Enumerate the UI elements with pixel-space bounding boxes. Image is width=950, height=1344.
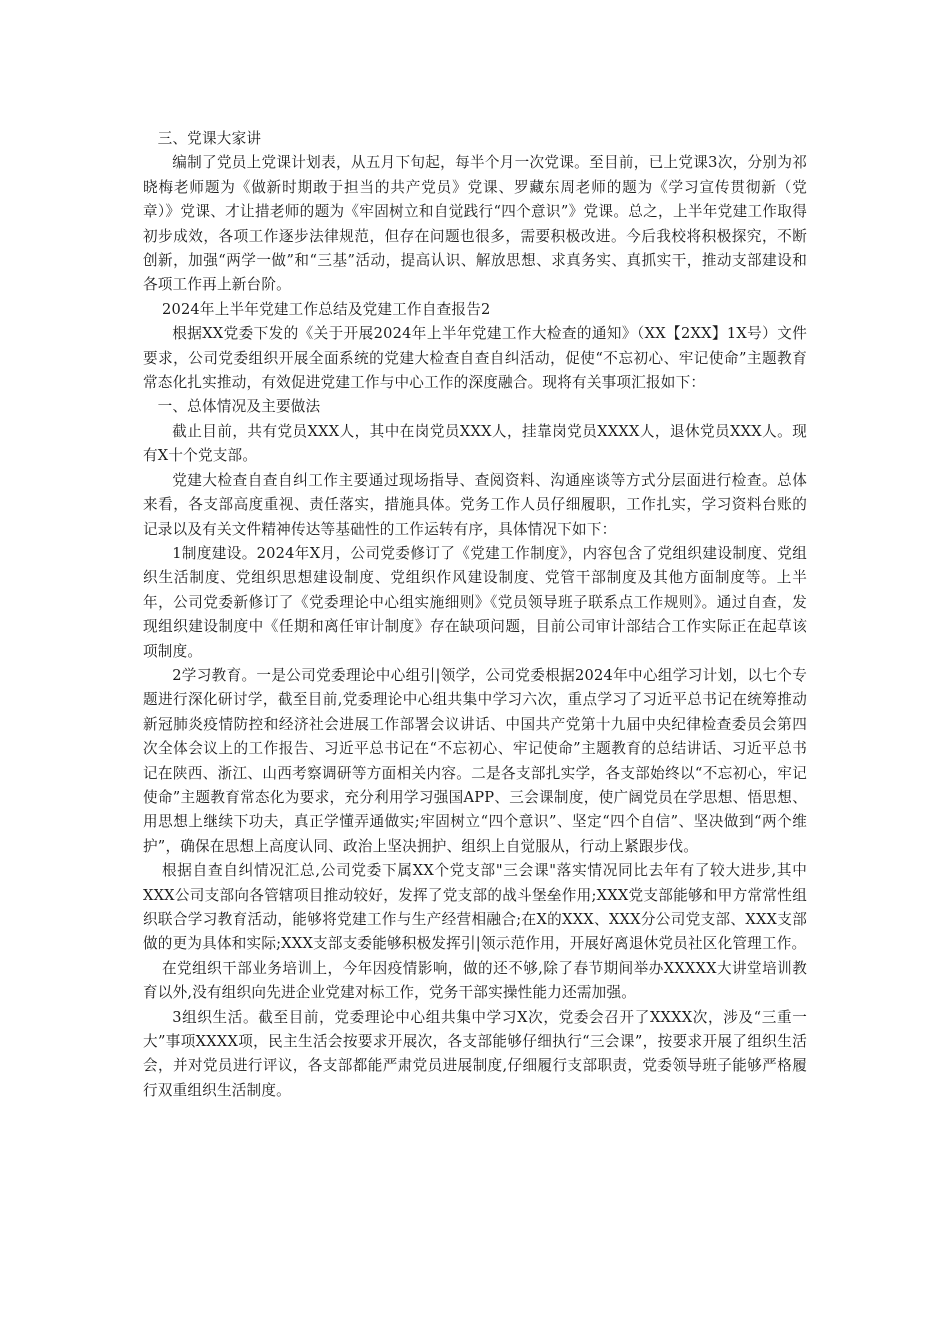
paragraph: 根据自查自纠情况汇总,公司党委下属XX个党支部"三会课"落实情况同比去年有了较大进步,其中XXX公司支部向各管辖项目推动较好，发挥了党支部的战斗堡垒作用;XXX党支部能够和甲方常常性组织联合学习教育活动，能够将党建工作与生产经营相融合;在X的XXX、XXX分公司党支部、XXX支部做的更为具体和实际;XXX支部支委能够积极发挥引|领示范作用，开展好离退休党员社区化管理工作。 [143,862,807,953]
paragraph: 在党组织干部业务培训上，今年因疫情影响，做的还不够,除了春节期间举办XXXXX大讲堂培训教育以外,没有组织向先进企业党建对标工作，党务干部实操性能力还需加强。 [143,959,807,1002]
paragraph: 1制度建设。2024年X月，公司党委修订了《党建工作制度》，内容包含了党组织建设制度、党组织生活制度、党组织思想建设制度、党组织作风建设制度、党管干部制度及其他方面制度等。上半年，公司党委新修订了《党委理论中心组实施细则》《党员领导班子联系点工作规则》。通过自查，发现组织建设制度中《任期和离任审计制度》存在缺项问题，目前公司审计部结合工作实际正在起草该项制度。 [143,544,807,660]
report-title: 2024年上半年党建工作总结及党建工作自查报告2 [161,300,491,318]
section-heading: 一、总体情况及主要做法 [157,398,321,416]
paragraph: 2学习教育。一是公司党委理论中心组引|领学，公司党委根据2024年中心组学习计划，以七个专题进行深化研讨学，截至目前,党委理论中心组共集中学习六次，重点学习了习近平总书记在统筹推动新冠肺炎疫情防控和经济社会进展工作部署会议讲话、中国共产党第十九届中央纪律检查委员会第四次全体会议上的工作报告、习近平总书记在“不忘初心、牢记使命”主题教育的总结讲话、习近平总书记在陕西、浙江、山西考察调研等方面相关内容。二是各支部扎实学，各支部始终以“不忘初心，牢记使命”主题教育常态化为要求，充分利用学习强国APP、三会课制度，使广阔党员在学思想、悟思想、用思想上继续下功夫，真正学懂弄通做实;牢固树立“四个意识”、坚定“四个自信”、坚决做到“两个维护”，确保在思想上高度认同、政治上坚决拥护、组织上自觉服从，行动上紧跟步伐。 [143,666,807,855]
paragraph: 截止目前，共有党员XXX人，其中在岗党员XXX人，挂靠岗党员XXXX人，退休党员XXX人。现有X十个党支部。 [143,422,807,465]
document-body [143,127,807,1103]
section-heading: 三、党课大家讲 [157,130,262,147]
paragraph: 党建大检查自查自纠工作主要通过现场指导、查阅资料、沟通座谈等方式分层面进行检查。总体来看，各支部高度重视、责任落实，措施具体。党务工作人员仔细履职，工作扎实，学习资料台账的记录以及有关文件精神传达等基础性的工作运转有序，具体情况下如下： [143,471,807,538]
paragraph: 根据XX党委下发的《关于开展2024年上半年党建工作大检查的通知》（XX【2XX】1X号）文件要求，公司党委组织开展全面系统的党建大检查自查自纠活动，促使“不忘初心、牢记使命”主题教育常态化扎实推动，有效促进党建工作与中心工作的深度融合。现将有关事项汇报如下： [143,325,807,392]
paragraph: 编制了党员上党课计划表，从五月下旬起，每半个月一次党课。至目前，已上党课3次，分别为祁晓梅老师题为《做新时期敢于担当的共产党员》党课、罗藏东周老师的题为《学习宣传贯彻新（党章）》党课、才让措老师的题为《牢固树立和自觉践行“四个意识”》党课。总之，上半年党建工作取得初步成效，各项工作逐步法律规范，但存在问题也很多，需要积极改进。今后我校将积极探究，不断创新，加强“两学一做”和“三基”活动，提高认识、解放思想、求真务实、真抓实干，推动支部建设和各项工作再上新台阶。 [143,154,807,294]
paragraph: 3组织生活。截至目前，党委理论中心组共集中学习X次，党委会召开了XXXX次，涉及“三重一大”事项XXXX项，民主生活会按要求开展次，各支部能够仔细执行“三会课”，按要求开展了组织生活会，并对党员进行评议，各支部都能严肃党员进展制度,仔细履行支部职责，党委领导班子能够严格履行双重组织生活制度。 [143,1008,807,1099]
